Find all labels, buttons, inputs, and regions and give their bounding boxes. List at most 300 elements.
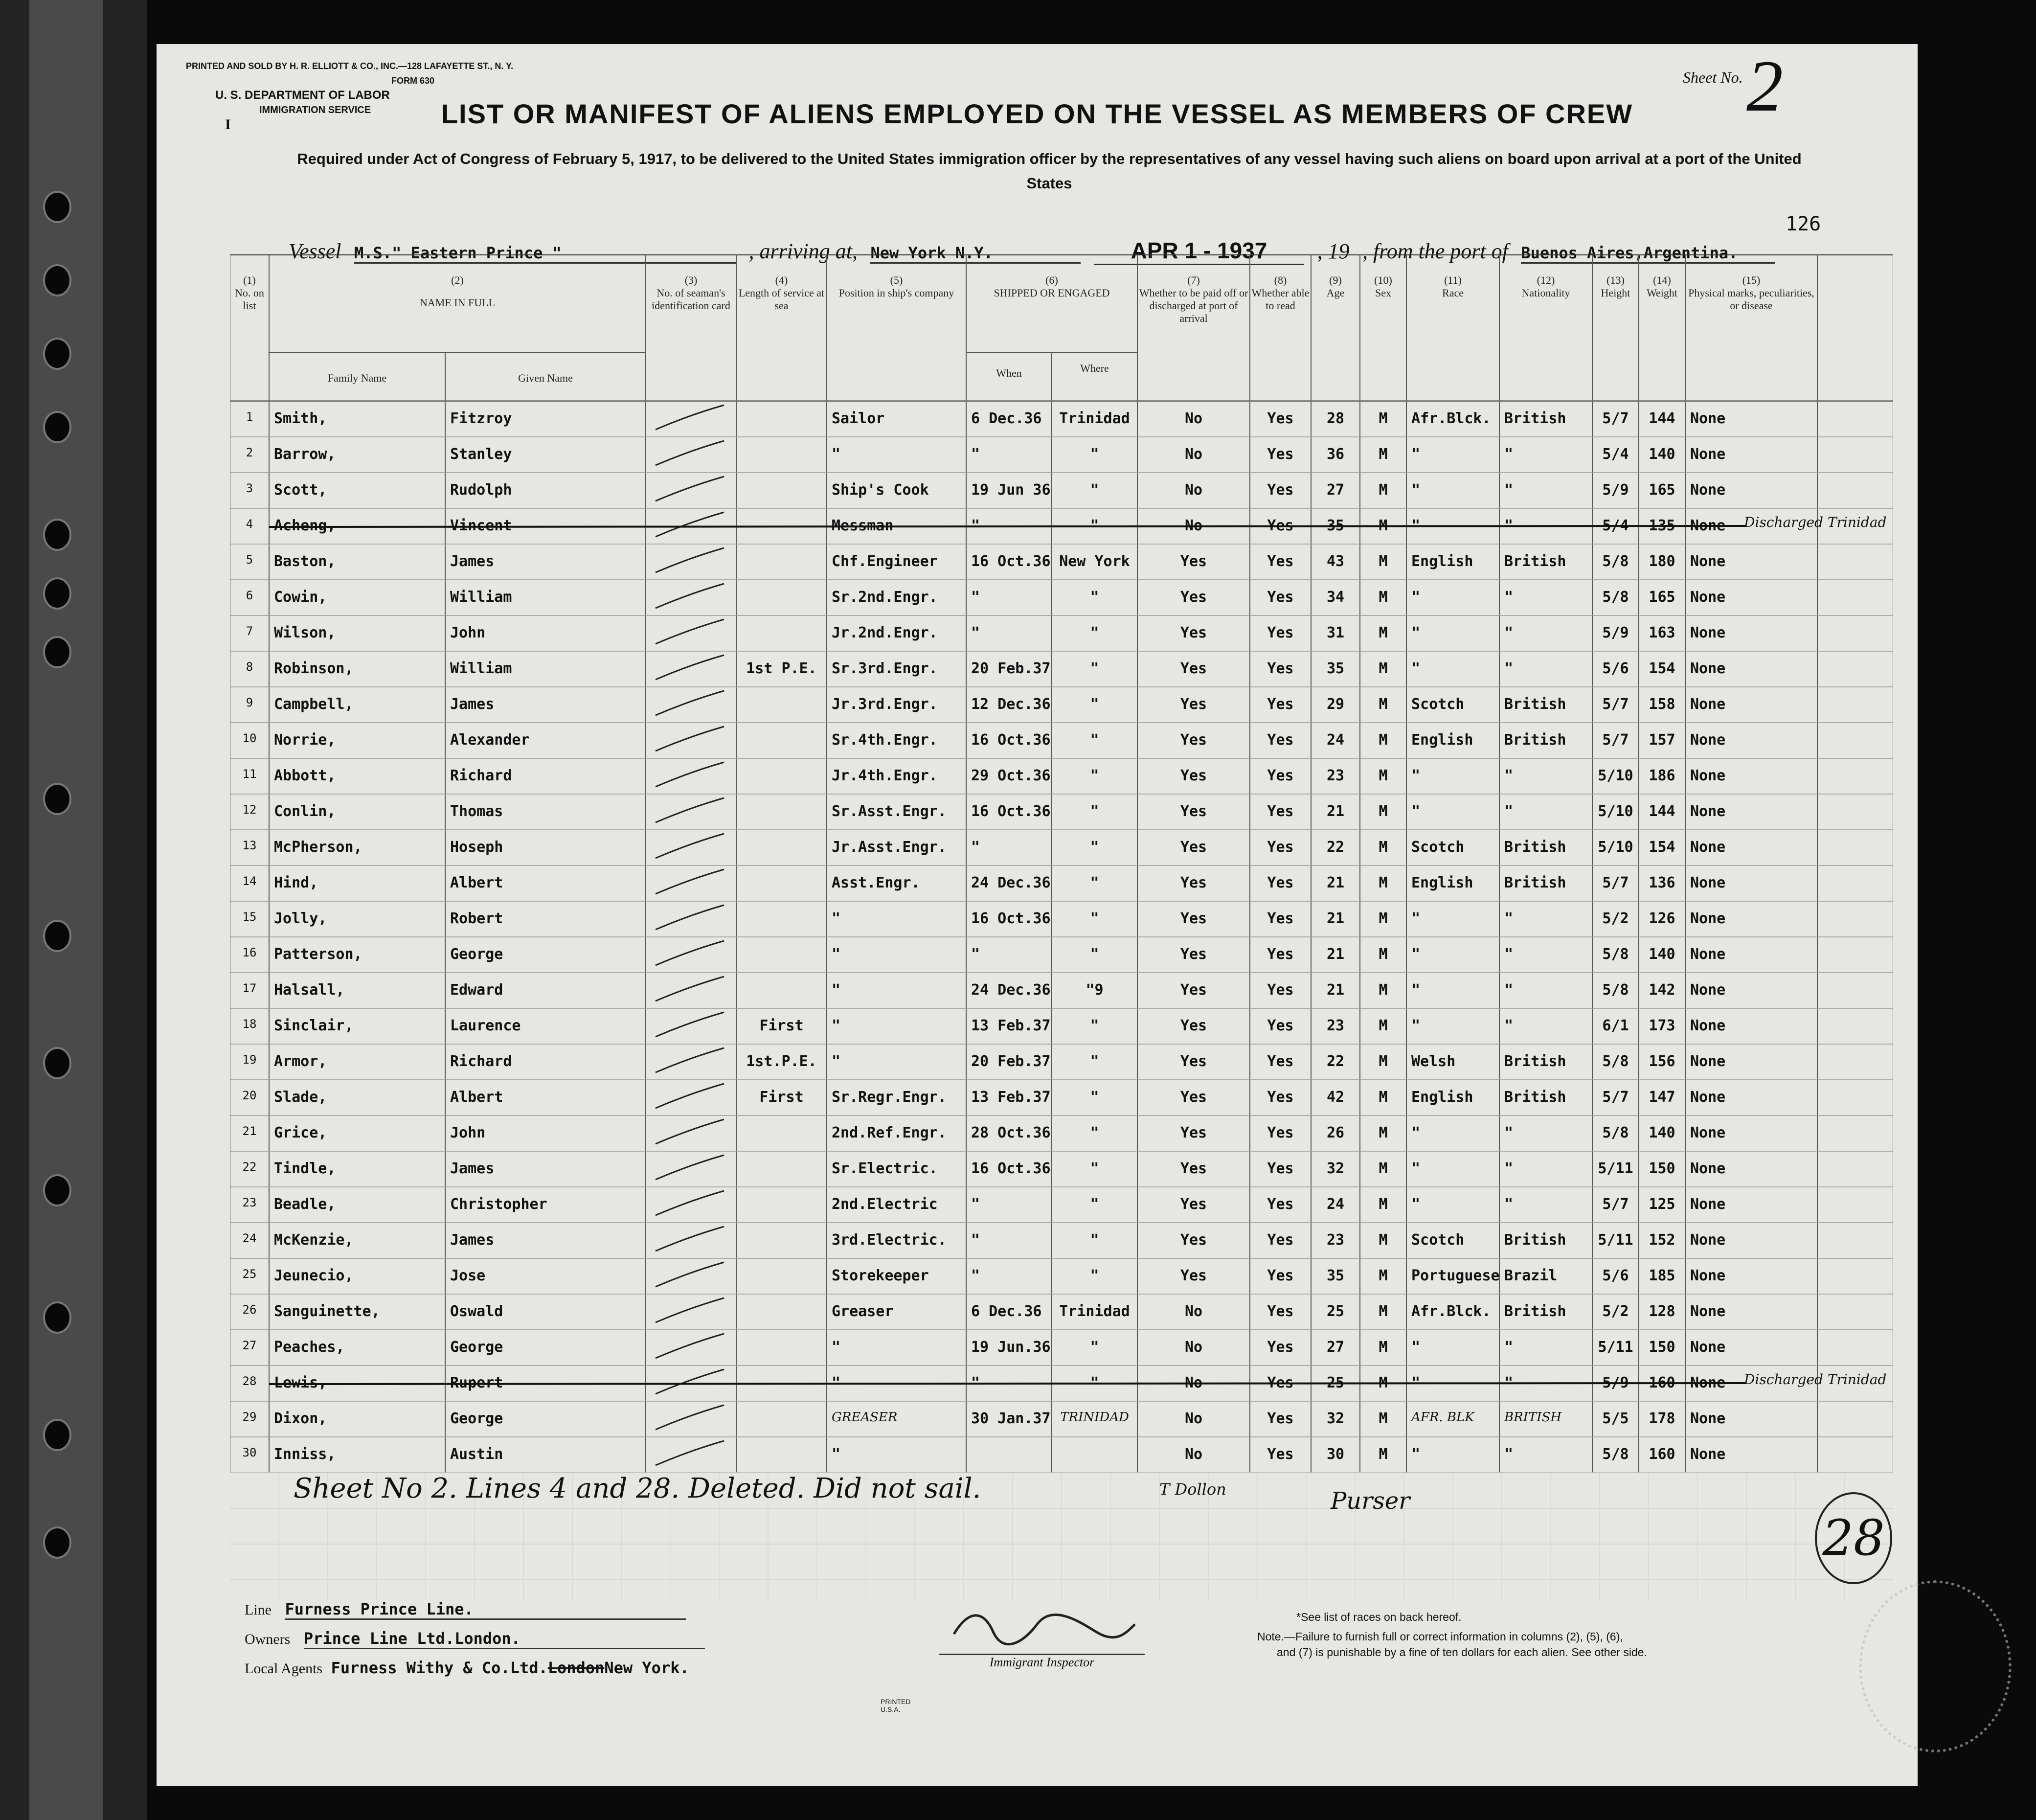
given-name: Thomas [450,803,503,820]
nationality: " [1504,946,1514,963]
height: 5/8 [1602,553,1629,570]
height: 5/8 [1602,589,1629,606]
physical-marks: None [1690,481,1726,499]
id-card-check [656,1298,724,1322]
paid-off: Yes [1180,910,1207,927]
paid-off: Yes [1180,1267,1207,1284]
id-card-check [656,619,724,644]
shipped-when: " [971,1267,980,1284]
col-header-sex [1360,274,1406,299]
weight: 150 [1649,1339,1675,1356]
nationality: British [1504,839,1566,856]
height: 5/7 [1602,1196,1629,1213]
paid-off: No [1184,1374,1203,1391]
given-name: Stanley [450,446,512,463]
circled-count: 28 [1815,1492,1892,1584]
sex: M [1379,696,1388,713]
binder-hole [43,191,71,223]
row-number: 4 [246,517,253,531]
col-header-shipped [966,274,1137,299]
sex: M [1379,589,1388,606]
physical-marks: None [1690,1303,1726,1320]
shipped-when: 20 Feb.37 [971,660,1051,677]
family-name: Hind, [274,874,318,891]
given-name: James [450,1231,495,1249]
row-number: 29 [242,1410,257,1424]
agents-value: Furness Withy & Co.Ltd. [331,1659,548,1677]
paid-off: Yes [1180,874,1207,891]
inspector-signature-scrawl [939,1605,1145,1649]
position: Sr.4th.Engr. [832,731,938,749]
paid-off: Yes [1180,1124,1207,1141]
race: Scotch [1411,696,1465,713]
age: 26 [1326,1124,1345,1141]
able-to-read: Yes [1267,1446,1294,1463]
row-number: 1 [246,410,253,424]
nationality: British [1504,696,1566,713]
family-name: Norrie, [274,731,336,749]
shipped-where: " [1090,481,1099,499]
family-name: Peaches, [274,1339,345,1356]
physical-marks: None [1690,767,1726,784]
able-to-read: Yes [1267,981,1294,999]
shipped-where: TRINIDAD [1060,1410,1129,1425]
able-to-read: Yes [1267,1017,1294,1034]
age: 23 [1326,1231,1345,1249]
col-header-position [827,274,966,299]
able-to-read: Yes [1267,1339,1294,1356]
row-number: 9 [246,696,253,709]
row-number: 28 [242,1374,257,1388]
height: 5/7 [1602,731,1629,749]
family-name: Conlin, [274,803,336,820]
id-card-check [656,441,724,465]
age: 21 [1326,910,1345,927]
weight: 154 [1649,839,1675,856]
age: 25 [1326,1374,1345,1391]
race: Scotch [1411,839,1465,856]
age: 35 [1326,1267,1345,1284]
row-number: 2 [246,446,253,459]
shipped-where: " [1090,1374,1099,1391]
id-card-check [656,1048,724,1072]
shipped-where: " [1090,1089,1099,1106]
id-card-check [656,584,724,608]
weight: 178 [1649,1410,1675,1427]
row-number: 22 [242,1160,257,1174]
height: 5/10 [1598,803,1633,820]
from-port-label: , from the port of [1362,239,1508,263]
physical-marks: None [1690,1089,1726,1106]
shipped-where: " [1090,1124,1099,1141]
paid-off: Yes [1180,839,1207,856]
physical-marks: None [1690,1374,1726,1391]
weight: 186 [1649,767,1675,784]
position: Jr.4th.Engr. [832,767,938,784]
row-number: 23 [242,1196,257,1209]
col-title: Length of service at sea [738,287,825,312]
id-card-check [656,1012,724,1037]
age: 35 [1326,660,1345,677]
shipped-where: " [1090,446,1099,463]
manifest-page [157,44,1918,1786]
id-card-check [656,1084,724,1108]
age: 28 [1326,410,1345,427]
physical-marks: None [1690,589,1726,606]
footer-agents-row [245,1659,689,1677]
physical-marks: None [1690,1196,1726,1213]
line-label: Line [245,1602,271,1618]
position: " [832,1446,841,1463]
paid-off: Yes [1180,696,1207,713]
col-title: No. of seaman's identification card [652,287,730,312]
sex: M [1379,1017,1388,1034]
shipped-where: " [1090,660,1099,677]
col-number: (7) [1187,274,1200,286]
height: 5/6 [1602,660,1629,677]
nationality: " [1504,1339,1514,1356]
shipped-where: Trinidad [1059,1303,1130,1320]
given-name: John [450,1124,486,1141]
discharge-note: Discharged Trinidad [1744,514,1887,530]
id-card-check [656,405,724,430]
col-title: Race [1442,287,1464,299]
row-number: 7 [246,624,253,638]
position: " [832,946,841,963]
physical-marks: None [1690,696,1726,713]
shipped-when: 16 Oct.36 [971,910,1051,927]
binder-hole [43,1301,71,1334]
weight: 160 [1649,1374,1675,1391]
weight: 160 [1649,1446,1675,1463]
inspector-label: Immigrant Inspector [939,1654,1145,1670]
col-number: (4) [775,274,788,286]
paid-off: Yes [1180,1053,1207,1070]
race: " [1411,946,1421,963]
race: " [1411,767,1421,784]
able-to-read: Yes [1267,803,1294,820]
shipped-when: " [971,1374,980,1391]
id-card-check [656,691,724,715]
given-name: Christopher [450,1196,547,1213]
paid-off: Yes [1180,624,1207,641]
page-reference: 126 [1786,213,1821,235]
given-name: George [450,1339,503,1356]
shipped-when: 6 Dec.36 [971,1303,1042,1320]
position: Jr.3rd.Engr. [832,696,938,713]
race: " [1411,1339,1421,1356]
weight: 147 [1649,1089,1675,1106]
age: 24 [1326,731,1345,749]
paid-off: Yes [1180,1089,1207,1106]
id-card-check [656,1262,724,1287]
form-number: FORM 630 [391,76,435,86]
sex: M [1379,1053,1388,1070]
weight: 157 [1649,731,1675,749]
race: English [1411,1089,1473,1106]
given-name: William [450,660,512,677]
shipped-when: " [971,1231,980,1249]
paid-off: Yes [1180,1231,1207,1249]
nationality: " [1504,981,1514,999]
shipped-when: " [971,839,980,856]
age: 23 [1326,767,1345,784]
height: 5/7 [1602,874,1629,891]
signature-purser: Purser [1331,1487,1410,1515]
shipped-where: " [1090,731,1099,749]
col-header-when: When [996,367,1022,379]
sex: M [1379,446,1388,463]
height: 5/9 [1602,481,1629,499]
col-title: Whether to be paid off or discharged at port of arrival [1139,287,1248,324]
position: Sr.Electric. [832,1160,938,1177]
able-to-read: Yes [1267,910,1294,927]
able-to-read: Yes [1267,624,1294,641]
height: 5/10 [1598,767,1633,784]
age: 21 [1326,803,1345,820]
family-name: Dixon, [274,1410,327,1427]
given-name: George [450,1410,503,1427]
weight: 154 [1649,660,1675,677]
col-header-service [736,274,827,312]
weight: 126 [1649,910,1675,927]
weight: 144 [1649,803,1675,820]
able-to-read: Yes [1267,517,1294,534]
races-note: *See list of races on back hereof. [1296,1611,1462,1623]
col-title: Position in ship's company [838,287,954,299]
row-number: 18 [242,1017,257,1031]
col-header-read [1250,274,1311,312]
race: " [1411,1446,1421,1463]
id-card-check [656,727,724,751]
shipped-when: 19 Jun.36 [971,1339,1051,1356]
id-card-check [656,977,724,1001]
given-name: Vincent [450,517,512,534]
shipped-where: " [1090,1267,1099,1284]
physical-marks: None [1690,410,1726,427]
paid-off: Yes [1180,1017,1207,1034]
id-card-check [656,1155,724,1180]
id-card-check [656,798,724,822]
shipped-where: Trinidad [1059,410,1130,427]
family-name: Wilson, [274,624,336,641]
binder-hole [43,519,71,551]
position: Sr.3rd.Engr. [832,660,938,677]
position: " [832,1017,841,1034]
shipped-where: "9 [1086,981,1104,999]
physical-marks: None [1690,1267,1726,1284]
sex: M [1379,1446,1388,1463]
sex: M [1379,553,1388,570]
paid-off: No [1184,1303,1203,1320]
paid-off: No [1184,1446,1203,1463]
shipped-where: " [1090,767,1099,784]
given-name: Albert [450,874,503,891]
given-name: James [450,1160,495,1177]
age: 35 [1326,517,1345,534]
nationality: " [1504,624,1514,641]
paid-off: Yes [1180,660,1207,677]
shipped-where: " [1090,803,1099,820]
shipped-where: New York [1059,553,1130,570]
shipped-when: " [971,589,980,606]
given-name: John [450,624,486,641]
given-name: Fitzroy [450,410,512,427]
id-card-check [656,941,724,965]
paid-off: Yes [1180,946,1207,963]
age: 32 [1326,1410,1345,1427]
nationality: " [1504,910,1514,927]
id-card-check [656,1191,724,1215]
height: 5/7 [1602,696,1629,713]
binder-hole [43,411,71,443]
service-name: IMMIGRATION SERVICE [259,105,371,115]
race: English [1411,874,1473,891]
height: 5/4 [1602,517,1629,534]
shipped-where: " [1090,589,1099,606]
arriving-label: , arriving at, [748,239,858,263]
col-number: (9) [1329,274,1342,286]
height: 6/1 [1602,1017,1629,1034]
binder-background [0,0,147,1820]
age: 42 [1326,1089,1345,1106]
row-number: 24 [242,1231,257,1245]
nationality: " [1504,1160,1514,1177]
shipped-when: " [971,1196,980,1213]
weight: 173 [1649,1017,1675,1034]
paid-off: No [1184,410,1203,427]
paid-off: No [1184,1339,1203,1356]
sex: M [1379,803,1388,820]
col-number: (2) [451,274,464,286]
given-name: George [450,946,503,963]
given-name: Albert [450,1089,503,1106]
given-name: Laurence [450,1017,521,1034]
nationality: British [1504,553,1566,570]
height: 5/5 [1602,1410,1629,1427]
nationality: British [1504,410,1566,427]
height: 5/8 [1602,1053,1629,1070]
col-number: (6) [1045,274,1058,286]
physical-marks: None [1690,981,1726,999]
id-card-check [656,1227,724,1251]
nationality: British [1504,874,1566,891]
row-number: 17 [242,981,257,995]
race: " [1411,589,1421,606]
weight: 165 [1649,589,1675,606]
race: English [1411,553,1473,570]
shipped-where: " [1090,1017,1099,1034]
id-card-check [656,905,724,930]
family-name: Sanguinette, [274,1303,380,1320]
col-number: (14) [1653,274,1671,286]
position: Ship's Cook [832,481,929,499]
nationality: British [1504,1053,1566,1070]
sex: M [1379,1160,1388,1177]
shipped-when: " [971,446,980,463]
shipped-when: 16 Oct.36 [971,1160,1051,1177]
sex: M [1379,1374,1388,1391]
weight: 180 [1649,553,1675,570]
age: 31 [1326,624,1345,641]
col-title: Physical marks, peculiarities, or disease [1688,287,1814,312]
age: 34 [1326,589,1345,606]
position: " [832,981,841,999]
sex: M [1379,946,1388,963]
shipped-where: " [1090,874,1099,891]
age: 24 [1326,1196,1345,1213]
race: " [1411,1017,1421,1034]
age: 22 [1326,1053,1345,1070]
able-to-read: Yes [1267,410,1294,427]
sex: M [1379,481,1388,499]
height: 5/11 [1598,1339,1633,1356]
shipped-when: 20 Feb.37 [971,1053,1051,1070]
id-card-check [656,477,724,501]
agents-struck: London [547,1659,605,1677]
position: Chf.Engineer [832,553,938,570]
department-name: U. S. DEPARTMENT OF LABOR [215,89,390,102]
row-number: 12 [242,803,257,817]
age: 27 [1326,481,1345,499]
position: " [832,1374,841,1391]
service-length: 1st P.E. [746,660,817,677]
row-number: 15 [242,910,257,924]
given-name: Oswald [450,1303,503,1320]
sex: M [1379,1196,1388,1213]
race: Welsh [1411,1053,1456,1070]
col-header-id-card [646,274,736,312]
physical-marks: None [1690,1053,1726,1070]
nationality: British [1504,731,1566,749]
given-name: Rudolph [450,481,512,499]
family-name: Abbott, [274,767,336,784]
position: 2nd.Electric [832,1196,938,1213]
race: " [1411,981,1421,999]
physical-marks: None [1690,910,1726,927]
family-name: Slade, [274,1089,327,1106]
agents-label: Local Agents [245,1661,323,1677]
age: 32 [1326,1160,1345,1177]
sex: M [1379,1231,1388,1249]
row-number: 26 [242,1303,257,1317]
age: 36 [1326,446,1345,463]
shipped-when: 16 Oct.36 [971,731,1051,749]
nationality: " [1504,1017,1514,1034]
position: Greaser [832,1303,894,1320]
age: 29 [1326,696,1345,713]
given-name: Jose [450,1267,486,1284]
physical-marks: None [1690,874,1726,891]
sex: M [1379,1303,1388,1320]
paid-off: No [1184,446,1203,463]
able-to-read: Yes [1267,839,1294,856]
age: 21 [1326,981,1345,999]
height: 5/2 [1602,910,1629,927]
agents-city: New York. [604,1659,689,1677]
given-name: James [450,553,495,570]
family-name: Sinclair, [274,1017,354,1034]
sex: M [1379,874,1388,891]
able-to-read: Yes [1267,1374,1294,1391]
owners-label: Owners [245,1631,291,1647]
shipped-where: " [1090,1339,1099,1356]
given-name: Austin [450,1446,503,1463]
position: 2nd.Ref.Engr. [832,1124,947,1141]
age: 25 [1326,1303,1345,1320]
height: 5/9 [1602,624,1629,641]
binder-hole [43,920,71,952]
